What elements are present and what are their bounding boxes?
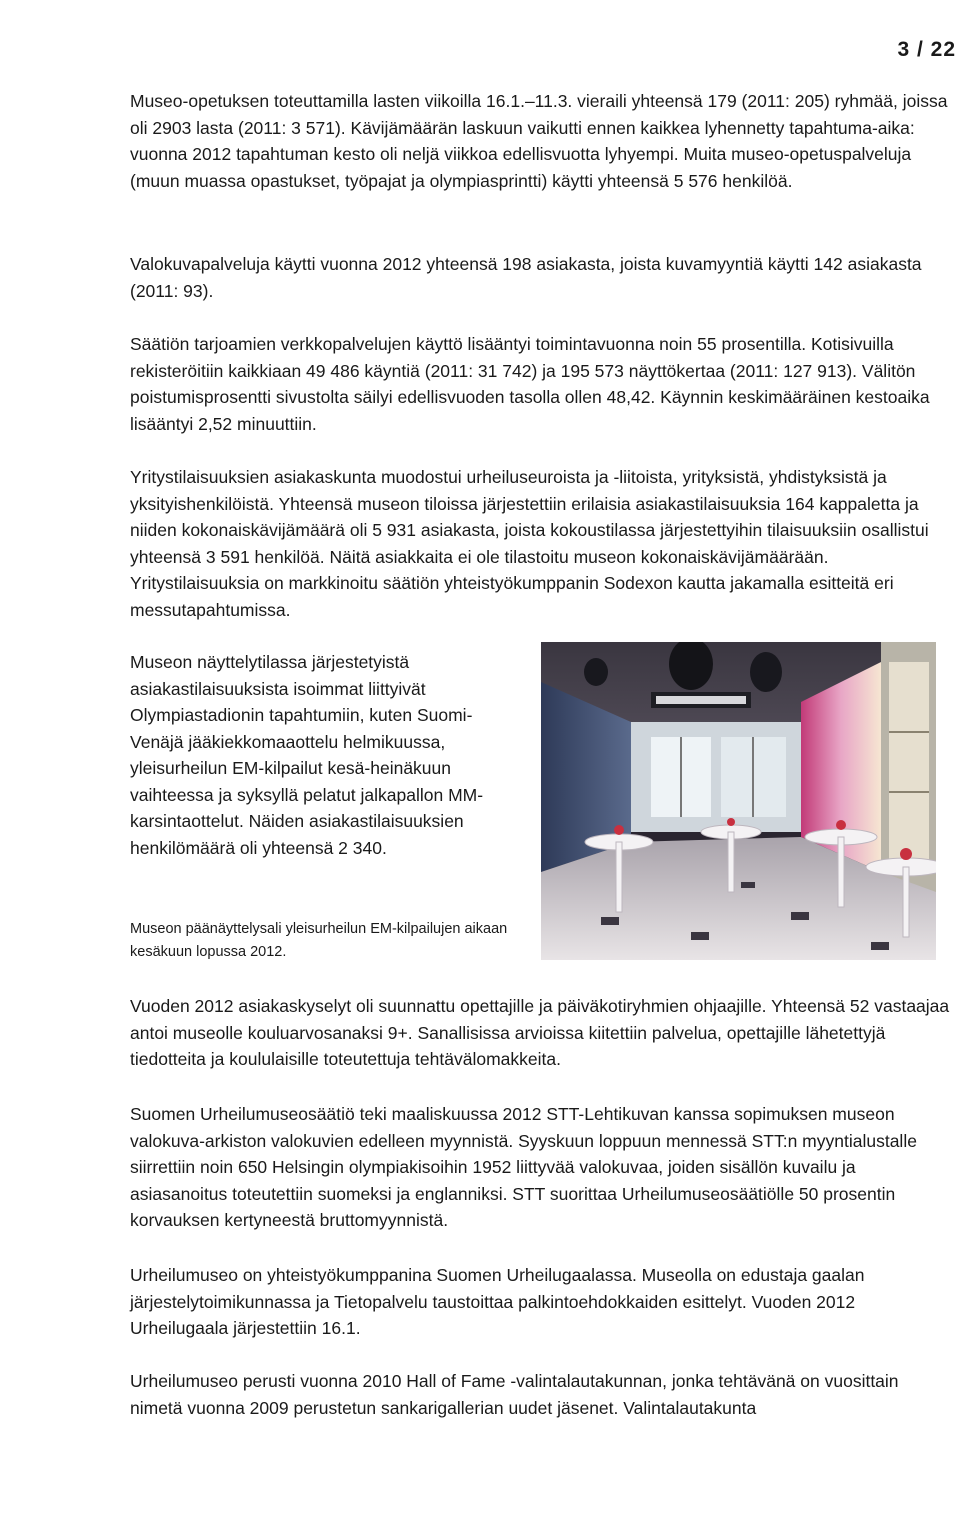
page-number: 3 / 22	[897, 38, 956, 61]
paragraph-exhibition-events: Museon näyttelytilassa järjestetyistä asiakastilaisuuksista isoimmat liittyivät Olympiastadionin tapahtumiin, kuten Suomi-Venäjä jääkiekkomaaottelu helmikuussa, yleisurheilun EM-kilpailut kesä-heinäkuun vaihteessa ja syksyllä pelatut jalkapallon MM-karsintaottelut. Näiden asiakastilaisuuksien henkilömäärä oli yhteensä 2 340.	[130, 652, 484, 858]
paragraph-photo-archive-sales: Suomen Urheilumuseosäätiö teki maaliskuussa 2012 STT-Lehtikuvan kanssa sopimuksen museon valokuva-arkiston valokuvien edelleen myynnistä. Syyskuun loppuun mennessä STT:n myyntialustalle siirrettiin noin 650 Helsingin olympiakisoihin 1952 liittyvää valokuvaa, joiden sisällön kuvailu ja asiasanoitus toteutettiin suomeksi ja englanniksi. STT suorittaa Urheilumuseosäätiölle 50 prosentin korvauksen kertyneestä bruttomyynnistä.	[130, 1104, 917, 1230]
paragraph-corporate-events: Yritystilaisuuksien asiakaskunta muodostui urheiluseuroista ja -liitoista, yrityksistä, yhdistyksistä ja yksityishenkilöistä. Yhteensä museon tiloissa järjestettiin erilaisia asiakastilaisuuksia 164 kappaletta ja niiden kokonaiskävijämäärä oli 5 931 asiakasta, joista kokoustilassa järjestettyihin tilaisuuksiin osallistui yhteensä 3 591 henkilöä. Näitä asiakkaita ei ole tilastoitu museon kokonaiskävijämäärään. Yritystilaisuuksia on markkinoitu säätiön yhteistyökumppanin Sodexon kautta jakamalla esitteitä eri messutapahtumissa.	[130, 467, 929, 620]
paragraph-museum-education: Museo-opetuksen toteuttamilla lasten viikoilla 16.1.–11.3. vieraili yhteensä 179 (2011: 205) ryhmää, joissa oli 2903 lasta (2011: 3 571). Kävijämäärän laskuun vaikutti ennen kaikkea lyhennetty tapahtuma-aika: vuonna 2012 tapahtuman kesto oli neljä viikkoa edellisvuotta lyhyempi. Muita museo-opetuspalveluja (muun muassa opastukset, työpajat ja olympiasprintti) käytti yhteensä 5 576 henkilöä.	[130, 91, 948, 191]
exhibition-hall-photo	[541, 642, 936, 960]
paragraph-web-services: Säätiön tarjoamien verkkopalvelujen käyttö lisääntyi toimintavuonna noin 55 prosentilla. Kotisivuilla rekisteröitiin kaikkiaan 49 486 käyntiä (2011: 31 742) ja 195 573 näyttökertaa (2011: 127 913). Välitön poistumisprosentti sivustolta säilyi edellisvuoden tasolla ollen 48,42. Käynnin keskimääräinen kestoaika lisääntyi 2,52 minuuttiin.	[130, 334, 930, 434]
photo-caption: Museon päänäyttelysali yleisurheilun EM-kilpailujen aikaan kesäkuun lopussa 2012.	[130, 921, 508, 960]
paragraph-sports-gala: Urheilumuseo on yhteistyökumppanina Suomen Urheilugaalassa. Museolla on edustaja gaalan järjestelytoimikunnassa ja Tietopalvelu taustoittaa palkintoehdokkaiden esittelyt. Vuoden 2012 Urheilugaala järjestettiin 16.1.	[130, 1265, 865, 1338]
paragraph-photo-services: Valokuvapalveluja käytti vuonna 2012 yhteensä 198 asiakasta, joista kuvamyyntiä käytti 142 asiakasta (2011: 93).	[130, 254, 922, 301]
paragraph-customer-surveys: Vuoden 2012 asiakaskyselyt oli suunnattu opettajille ja päiväkotiryhmien ohjaajille. Yhteensä 52 vastaajaa antoi museolle kouluarvosanaksi 9+. Sanallisissa arvioissa kiitettiin palvelua, opettajille lähetettyjä tiedotteita ja koululaisille toteutettuja tehtävälomakkeita.	[130, 996, 950, 1069]
paragraph-hall-of-fame: Urheilumuseo perusti vuonna 2010 Hall of Fame -valintalautakunnan, jonka tehtävänä on vuosittain nimetä vuonna 2009 perustetun sankarigallerian uudet jäsenet. Valintalautakunta	[130, 1371, 899, 1418]
